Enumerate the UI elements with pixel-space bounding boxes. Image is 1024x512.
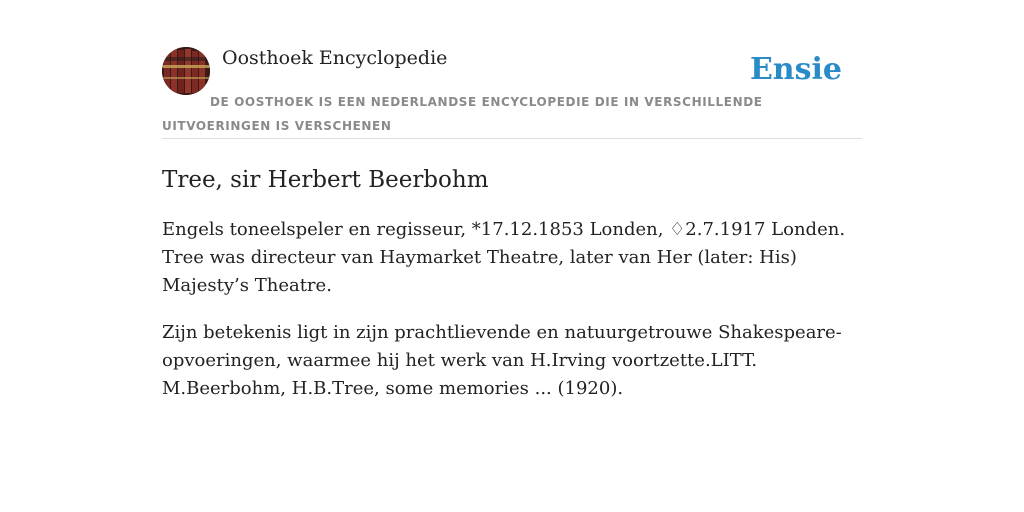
source-tagline: DE OOSTHOEK IS EEN NEDERLANDSE ENCYCLOPEDIE DIE IN VERSCHILLENDE UITVOERINGEN IS VERSCHENEN [162, 95, 763, 133]
source-avatar[interactable] [162, 47, 210, 95]
page-container [162, 46, 862, 399]
ensie-logo[interactable]: Ensie [749, 52, 842, 87]
article-paragraph-1: Engels toneelspeler en regisseur, *17.12.1853 Londen, ♢2.7.1917 Londen. Tree was directeur van Haymarket Theatre, later van Her (later: His) Majesty’s Theatre. [162, 219, 846, 296]
article-title: Tree, sir Herbert Beerbohm [162, 167, 489, 193]
books-icon [162, 47, 210, 95]
source-header [162, 46, 862, 139]
article-paragraph-2: Zijn betekenis ligt in zijn prachtlievende en natuurgetrouwe Shakespeare-opvoeringen, waarmee hij het werk van H.Irving voortzette.LITT. M.Beerbohm, H.B.Tree, some memories ... (1920). [162, 322, 842, 399]
source-name-link[interactable]: Oosthoek Encyclopedie [222, 47, 448, 69]
